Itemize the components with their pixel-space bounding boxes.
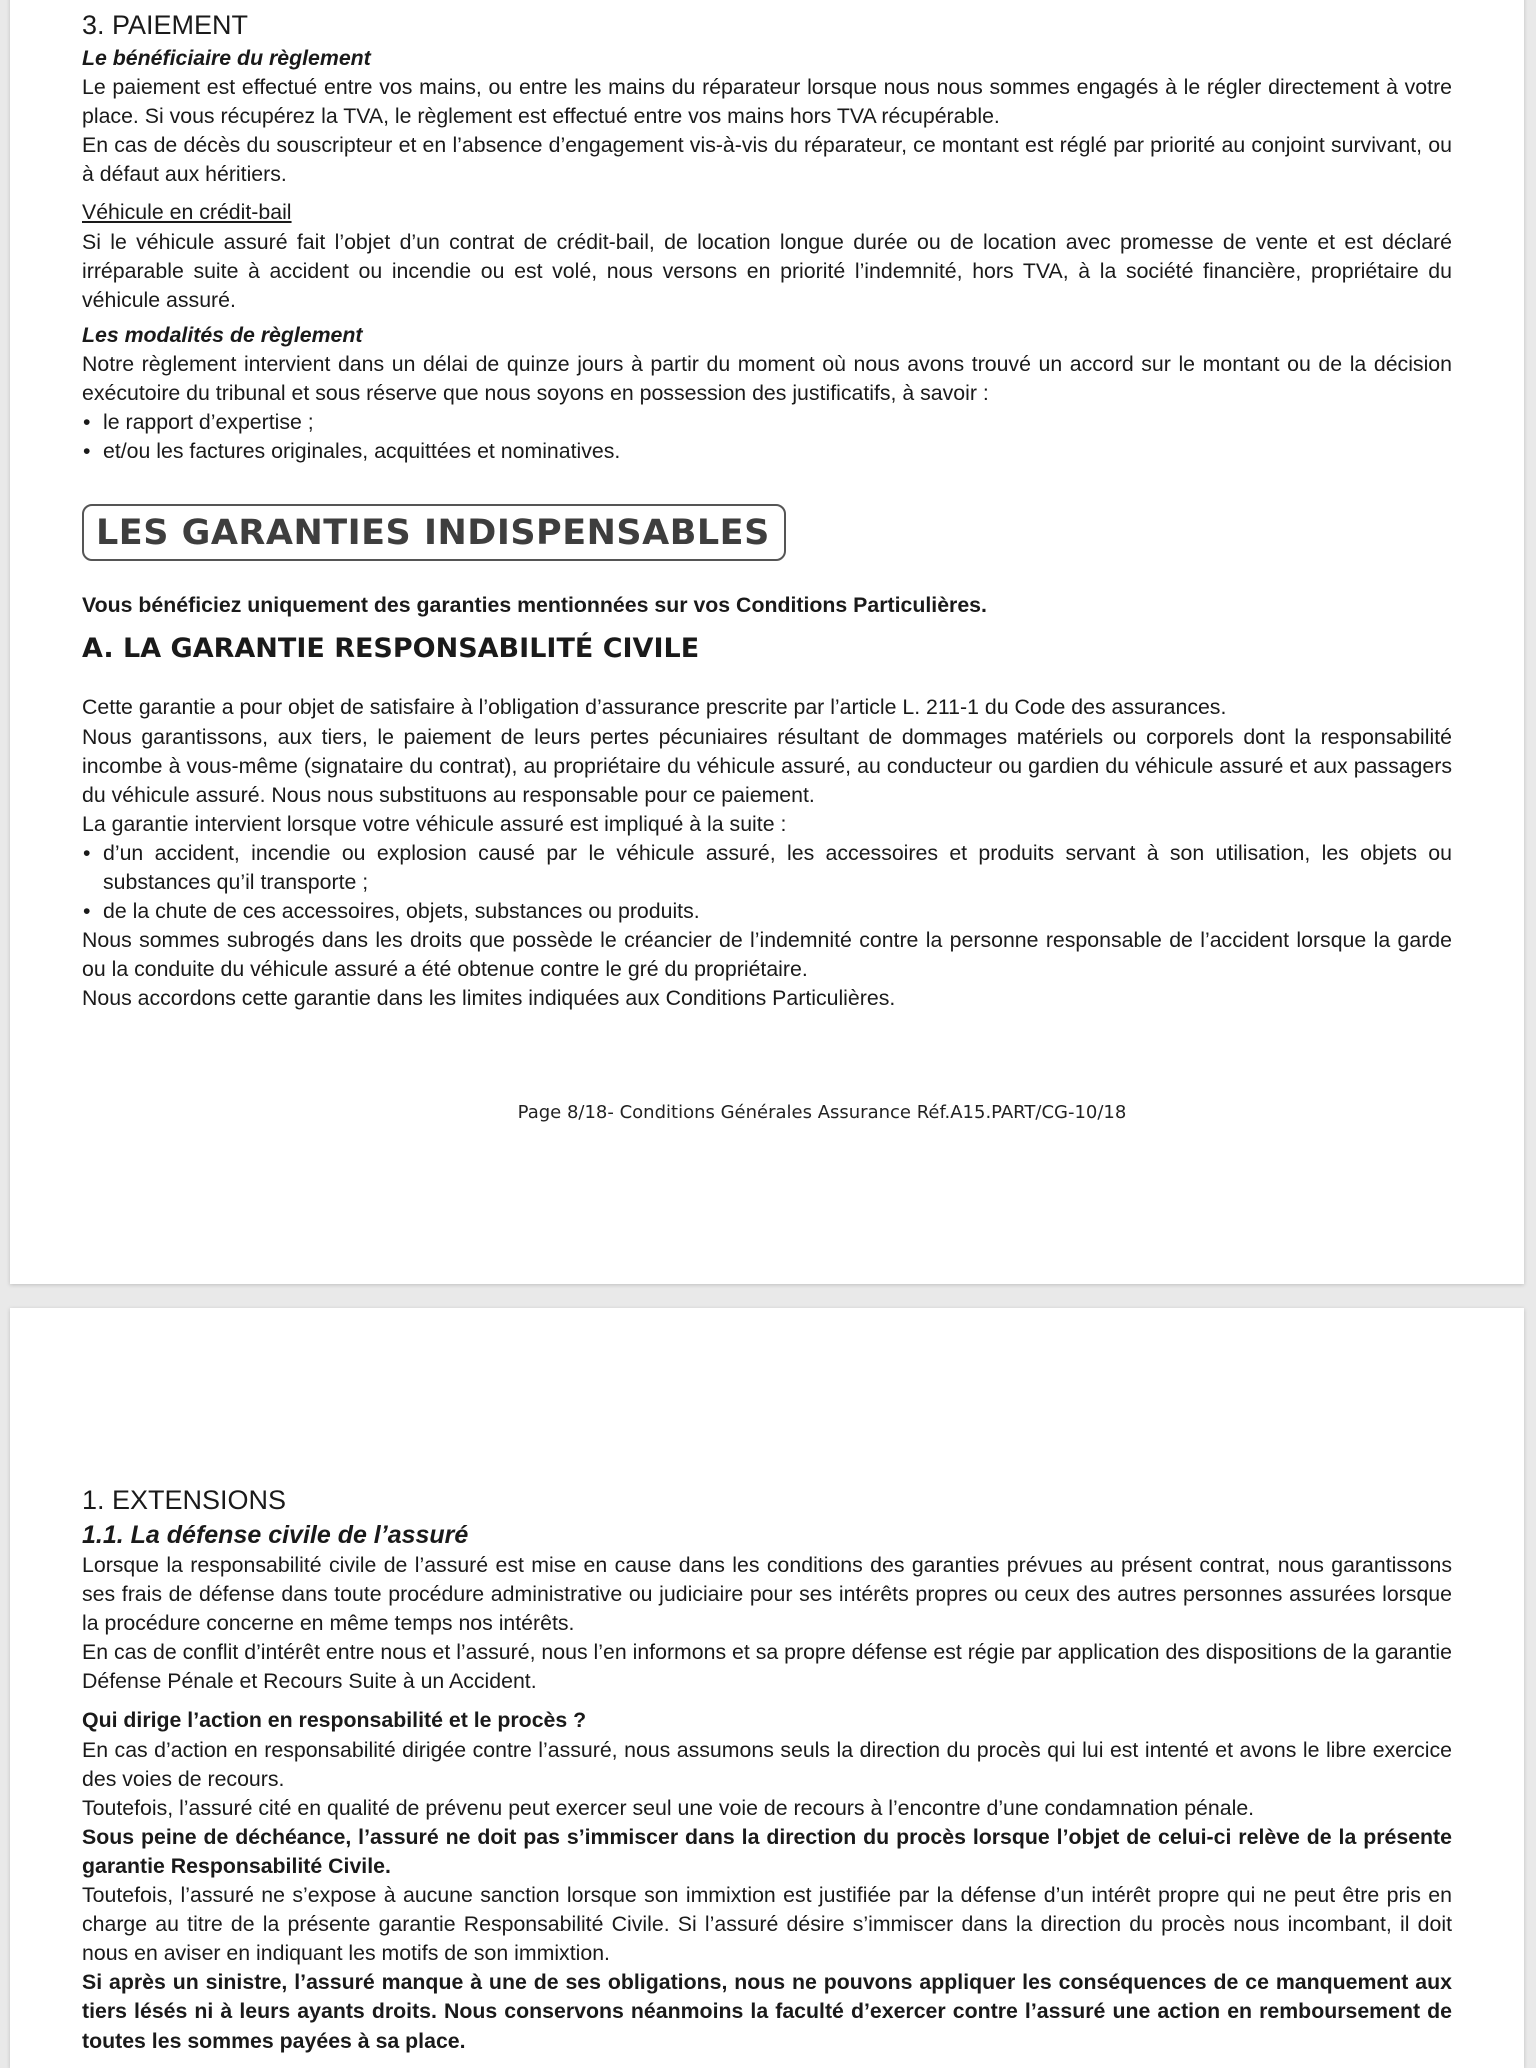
beneficiary-paragraph-1: Le paiement est effectué entre vos mains, ou entre les mains du réparateur lorsque nous nous sommes engagés à le régler directement à votre place. Si vous récupérez la TVA, le règlement est effectué entre vos mains hors TVA récupérable. <box>82 75 1452 129</box>
question-heading: Qui dirige l’action en responsabilité et le procès ? <box>82 1708 587 1733</box>
garanties-banner: LES GARANTIES INDISPENSABLES <box>82 504 786 561</box>
section-title-extensions: 1. EXTENSIONS <box>82 1485 287 1515</box>
question-bold-paragraph-2: Si après un sinistre, l’assuré manque à une de ses obligations, nous ne pouvons appliquer les conséquences de ce manquement aux tiers lésés ni à leurs ayants droits. Nous conservons néanmoins la faculté d’exercer contre l’assuré une action en remboursement de toutes les sommes payées à sa place. <box>82 1970 1452 2053</box>
question-paragraph-3: Toutefois, l’assuré ne s’expose à aucune sanction lorsque son immixtion est justifiée par la défense d’un intérêt propre qui ne peut être pris en charge au titre de la présente garantie Responsabilité Civile. Si l’assuré désire s’immiscer dans la direction du procès nous incombant, il doit nous en aviser en indiquant les motifs de son immixtion. <box>82 1883 1452 1966</box>
page-footer <box>10 1102 1524 1123</box>
rc-heading: A. LA GARANTIE RESPONSABILITÉ CIVILE <box>82 633 700 665</box>
rc-paragraph-1: Cette garantie a pour objet de satisfaire à l’obligation d’assurance prescrite par l’article L. 211-1 du Code des assurances. <box>82 695 1227 720</box>
list-item: • de la chute de ces accessoires, objets, substances ou produits. <box>82 897 1452 926</box>
section-title-paiement: 3. PAIEMENT <box>82 10 249 40</box>
document-page-8 <box>10 0 1524 1284</box>
rc-list <box>82 839 1452 926</box>
beneficiary-paragraph-2: En cas de décès du souscripteur et en l’absence d’engagement vis-à-vis du réparateur, ce montant est réglé par priorité au conjoint survivant, ou à défaut aux héritiers. <box>82 133 1452 187</box>
question-paragraph-2: Toutefois, l’assuré cité en qualité de prévenu peut exercer seul une voie de recours à l’encontre d’une condamnation pénale. <box>82 1795 1255 1820</box>
credit-bail-heading: Véhicule en crédit-bail <box>82 200 292 225</box>
defense-paragraph-1: Lorsque la responsabilité civile de l’assuré est mise en cause dans les conditions des garanties prévues au présent contrat, nous garantissons ses frais de défense dans toute procédure administrative ou judiciaire pour ses intérêts propres ou ceux des autres personnes assurées lorsque la procédure concerne en même temps nos intérêts. <box>82 1553 1452 1636</box>
list-item: • le rapport d’expertise ; <box>82 408 1452 437</box>
defense-paragraph-2: En cas de conflit d’intérêt entre nous et l’assuré, nous l’en informons et sa propre défense est régie par application des dispositions de la garantie Défense Pénale et Recours Suite à un Accident. <box>82 1640 1452 1694</box>
question-bold-paragraph-1: Sous peine de déchéance, l’assuré ne doit pas s’immiscer dans la direction du procès lorsque l’objet de celui-ci relève de la présente garantie Responsabilité Civile. <box>82 1824 1452 1878</box>
modalites-paragraph: Notre règlement intervient dans un délai de quinze jours à partir du moment où nous avons trouvé un accord sur le montant ou de la décision exécutoire du tribunal et sous réserve que nous soyons en possession des justificatifs, à savoir : <box>82 351 1452 406</box>
garanties-notice: Vous bénéficiez uniquement des garanties mentionnées sur vos Conditions Particulières. <box>82 593 987 618</box>
modalites-list <box>82 408 1452 466</box>
modalites-heading: Les modalités de règlement <box>82 322 363 347</box>
credit-bail-paragraph: Si le véhicule assuré fait l’objet d’un contrat de crédit-bail, de location longue durée ou de location avec promesse de vente et est déclaré irréparable suite à accident ou incendie ou est volé, nous versons en priorité l’indemnité, hors TVA, à la société financière, propriétaire du véhicule assuré. <box>82 229 1452 312</box>
beneficiary-heading: Le bénéficiaire du règlement <box>82 46 371 70</box>
question-paragraph-1: En cas d’action en responsabilité dirigée contre l’assuré, nous assumons seuls la direction du procès qui lui est intenté et avons le libre exercice des voies de recours. <box>82 1737 1452 1791</box>
document-page-9 <box>10 1308 1524 2068</box>
list-item: • d’un accident, incendie ou explosion causé par le véhicule assuré, les accessoires et produits servant à son utilisation, les objets ou substances qu’il transporte ; <box>82 839 1452 897</box>
footer-text: Page 8/18- Conditions Générales Assurance Réf.A15.PART/CG-10/18 <box>517 1102 1127 1123</box>
rc-paragraph-3: La garantie intervient lorsque votre véhicule assuré est impliqué à la suite : <box>82 811 787 836</box>
page-content <box>82 1481 1452 2056</box>
defense-heading: 1.1. La défense civile de l’assuré <box>82 1521 469 1549</box>
rc-paragraph-4: Nous sommes subrogés dans les droits que possède le créancier de l’indemnité contre la personne responsable de l’accident lorsque la garde ou la conduite du véhicule assuré a été obtenue contre le gré du propriétaire. <box>82 928 1452 982</box>
page-content <box>82 6 1452 1013</box>
rc-paragraph-5: Nous accordons cette garantie dans les limites indiquées aux Conditions Particulières. <box>82 986 896 1011</box>
rc-paragraph-2: Nous garantissons, aux tiers, le paiement de leurs pertes pécuniaires résultant de dommages matériels ou corporels dont la responsabilité incombe à vous-même (signataire du contrat), au propriétaire du véhicule assuré, au conducteur ou gardien du véhicule assuré et aux passagers du véhicule assuré. Nous nous substituons au responsable pour ce paiement. <box>82 724 1452 807</box>
list-item: • et/ou les factures originales, acquittées et nominatives. <box>82 437 1452 466</box>
